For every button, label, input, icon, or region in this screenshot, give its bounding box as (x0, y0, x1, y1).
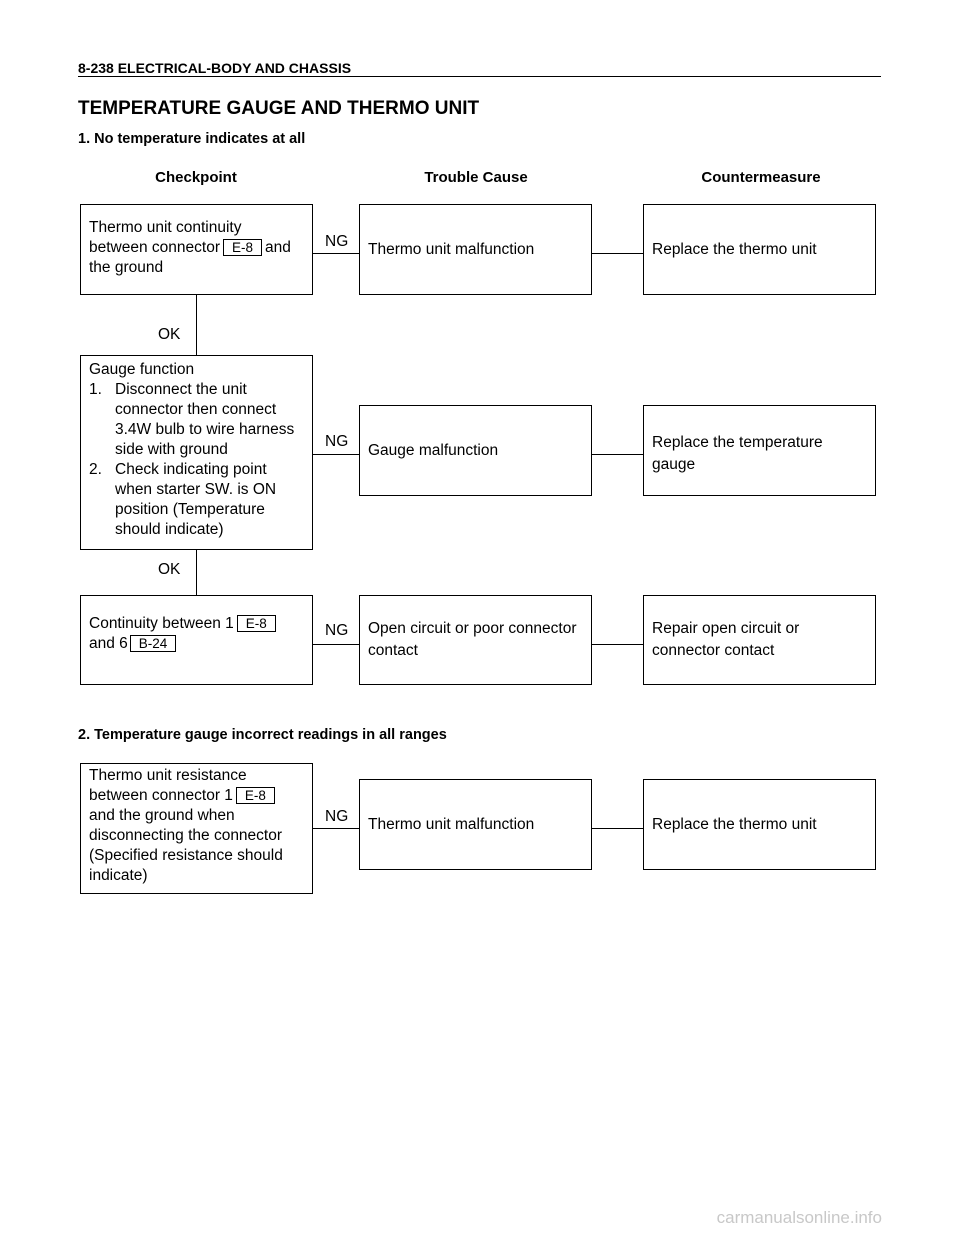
check-title: Gauge function (89, 361, 195, 378)
check-text-line: Continuity between 1 E-8 (89, 614, 279, 634)
check-text-line: disconnecting the connector (89, 827, 283, 844)
measure-box-repair-circuit (643, 595, 876, 685)
connector-ref-e8: E-8 (237, 615, 276, 632)
ng-label: NG (325, 233, 349, 250)
column-countermeasure: Countermeasure (701, 169, 821, 186)
checkpoint-box-gauge-function (80, 355, 313, 550)
column-checkpoint: Checkpoint (155, 169, 237, 186)
measure-box-replace-thermo-2 (643, 779, 876, 870)
checkpoint-box-continuity (80, 595, 313, 685)
step-item: 1. Disconnect the unit connector then connect 3.4W bulb to wire harness side with ground (89, 381, 295, 458)
watermark-text: carmanualsonline.info (716, 1208, 882, 1227)
cause-text: Thermo unit malfunction (368, 240, 535, 258)
cause-box-open-circuit (359, 595, 592, 685)
section-2-heading: 2. Temperature gauge incorrect readings in all ranges (78, 727, 447, 743)
connector-ref-b24: B-24 (130, 635, 177, 652)
cause-measure-connector-line (592, 644, 644, 645)
cause-text: Thermo unit malfunction (368, 815, 535, 833)
check-text-line: Thermo unit continuity (89, 219, 242, 236)
measure-text: connector contact (652, 642, 775, 659)
cause-measure-connector-line (592, 828, 644, 829)
cause-box-thermo-malfunction (359, 204, 592, 295)
ok-label: OK (158, 326, 181, 343)
column-trouble-cause: Trouble Cause (424, 169, 528, 186)
cause-text: Open circuit or poor connector (368, 620, 577, 637)
check-text-line: (Specified resistance should (89, 847, 283, 864)
measure-text: Replace the temperature (652, 433, 823, 451)
step-item: 2. Check indicating point when starter SW. is ON position (Temperature should indicate) (89, 461, 277, 538)
cause-box-gauge-malfunction (359, 405, 592, 496)
ng-connector-line (313, 253, 359, 254)
check-text-line: and 6 B-24 (89, 634, 279, 654)
check-text-line: indicate) (89, 867, 148, 884)
measure-text: Repair open circuit or (652, 620, 800, 637)
ng-connector-line (313, 644, 359, 645)
cause-measure-connector-line (592, 253, 644, 254)
ok-flow-line (196, 550, 197, 596)
check-text-line: Thermo unit resistance (89, 767, 247, 784)
measure-text: gauge (652, 455, 696, 473)
ok-label: OK (158, 561, 181, 578)
page-title: TEMPERATURE GAUGE AND THERMO UNIT (78, 98, 480, 119)
ng-label: NG (325, 433, 349, 450)
ng-label: NG (325, 808, 349, 825)
cause-text: contact (368, 642, 418, 659)
checkpoint-box-thermo-resistance (80, 763, 313, 894)
measure-text: Replace the thermo unit (652, 240, 817, 258)
check-text-line: between connector E-8 and (89, 239, 291, 256)
ng-connector-line (313, 454, 359, 455)
cause-measure-connector-line (592, 454, 644, 455)
ng-connector-line (313, 828, 359, 829)
ok-flow-line (196, 295, 197, 356)
page-header: 8-238 ELECTRICAL-BODY AND CHASSIS (78, 60, 352, 76)
connector-ref-e8: E-8 (236, 787, 275, 804)
measure-box-replace-gauge (643, 405, 876, 496)
header-rule (78, 76, 881, 77)
check-text-line: and the ground when (89, 807, 235, 824)
check-text-line: between connector 1 E-8 (89, 786, 304, 806)
ng-label: NG (325, 622, 349, 639)
checkpoint-box-thermo-continuity (80, 204, 313, 295)
measure-text: Replace the thermo unit (652, 815, 817, 833)
cause-text: Gauge malfunction (368, 441, 499, 459)
check-text-line: the ground (89, 259, 164, 276)
cause-box-thermo-malfunction-2 (359, 779, 592, 870)
measure-box-replace-thermo (643, 204, 876, 295)
connector-ref-e8: E-8 (223, 239, 262, 256)
section-1-heading: 1. No temperature indicates at all (78, 131, 306, 147)
